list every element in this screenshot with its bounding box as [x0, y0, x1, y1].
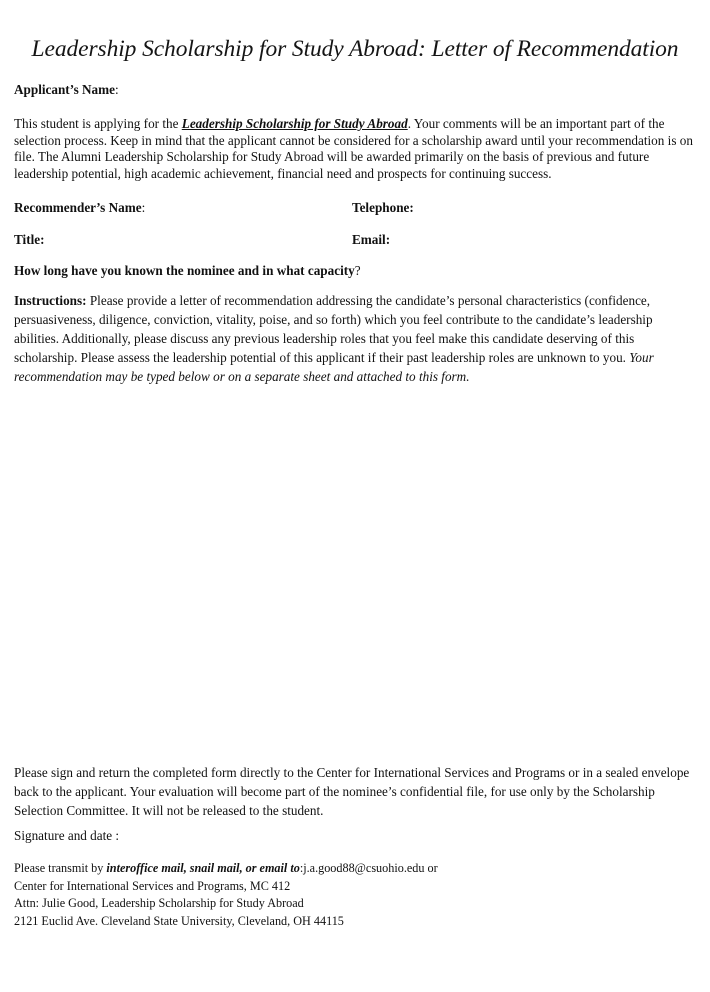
transmit-methods: interoffice mail, snail mail, or email to	[106, 861, 300, 875]
signature-label: Signature and date :	[14, 828, 120, 843]
title-label: Title:	[14, 232, 45, 247]
email-label: Email:	[352, 232, 391, 247]
known-label: How long have you known the nominee and in what capacity	[14, 263, 355, 278]
transmit-email: :j.a.good88@csuohio.edu or	[299, 861, 438, 875]
transmit-line-1	[14, 860, 694, 878]
program-name: Leadership Scholarship for Study Abroad	[181, 116, 408, 131]
signature-field[interactable]	[14, 826, 694, 845]
transmit-line-4: 2121 Euclid Ave. Cleveland State University, Cleveland, OH 44115	[14, 913, 344, 928]
return-note: Please sign and return the completed form directly to the Center for International Services and Programs or in a sealed envelope back to the applicant. Your evaluation will become part of the nominee’s confidential file, for use only by the Scholarship Selection Committee. It will not be released to the student.	[14, 765, 690, 818]
transmit-line-2: Center for International Services and Programs, MC 412	[14, 878, 291, 893]
known-nominee-question[interactable]	[14, 263, 694, 280]
applicant-name-colon: :	[114, 82, 119, 97]
instructions-paragraph	[14, 291, 694, 386]
transmit-line-3: Attn: Julie Good, Leadership Scholarship for Study Abroad	[14, 896, 304, 910]
instructions-text: Please provide a letter of recommendation addressing the candidate’s personal characteristics (confidence, persuasiveness, diligence, conviction, vitality, poise, and so forth) which you feel contribute to the candidate’s leadership abilities. Additionally, please discuss any previous leadership roles that you feel make this candidate deserving of this scholarship. Please assess the leadership potential of this applicant if their past leadership roles are unknown to you.	[14, 293, 653, 365]
transmit-before: Please transmit by	[14, 861, 107, 875]
intro-before: This student is applying for the	[14, 116, 182, 131]
recommender-name-colon: :	[141, 200, 146, 215]
recommendation-text-area[interactable]	[14, 410, 694, 750]
transmit-block	[14, 860, 694, 930]
applicant-name-field[interactable]	[14, 82, 694, 99]
intro-paragraph	[14, 116, 698, 182]
telephone-label: Telephone:	[352, 200, 414, 215]
instructions-italic: Your recommendation may be typed below or on a separate sheet and attached to this form.	[14, 350, 654, 384]
instructions-label: Instructions:	[14, 293, 87, 308]
page-title: Leadership Scholarship for Study Abroad: Letter of Recommendation	[31, 36, 679, 62]
recommender-name-label: Recommender’s Name	[14, 200, 142, 215]
email-field[interactable]	[352, 232, 652, 249]
known-mark: ?	[354, 263, 361, 278]
intro-after: . Your comments will be an important part of the selection process. Keep in mind that the applicant cannot be considered for a scholarship award until your recommendation is on file. The Alumni Leadership Scholarship for Study Abroad will be awarded primarily on the basis of previous and future leadership potential, high academic achievement, financial need and prospects for continuing success.	[14, 116, 693, 181]
applicant-name-label: Applicant’s Name	[14, 82, 115, 97]
telephone-field[interactable]	[352, 200, 652, 217]
